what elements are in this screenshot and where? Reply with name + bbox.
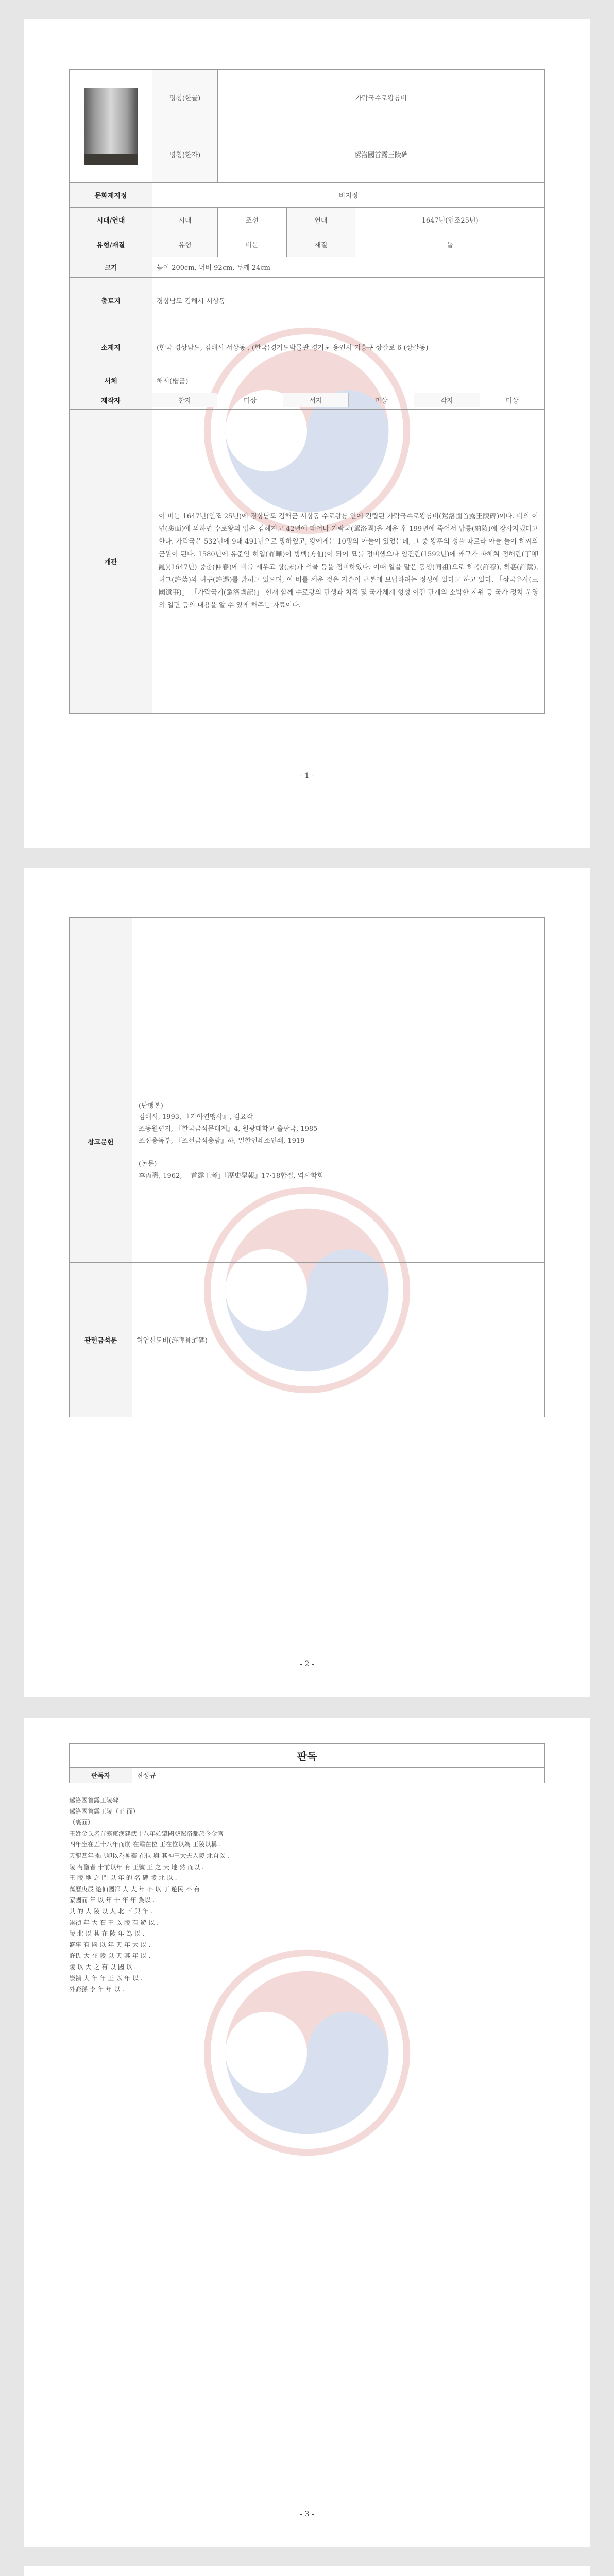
related-value: 허엽신도비(許曄神道碑) — [132, 1263, 545, 1417]
heritage-label: 문화재지정 — [70, 183, 152, 208]
page-number: - 2 - — [300, 1660, 314, 1668]
reader-label: 판독자 — [70, 1768, 132, 1783]
related-label: 관련금석문 — [70, 1263, 132, 1417]
reading-title: 판독 — [70, 1744, 545, 1768]
era-value-1: 조선 — [218, 208, 287, 232]
reference-table — [69, 917, 545, 1417]
page-4 — [24, 2566, 590, 2576]
name-hangul-value: 가락국수로왕릉비 — [218, 70, 545, 126]
name-hanja-label: 명칭(한자) — [152, 126, 218, 183]
location-label: 소재지 — [70, 324, 152, 370]
reader-value: 진성규 — [132, 1768, 545, 1783]
era-label: 시대/연대 — [70, 208, 152, 232]
type-sub-label-2: 재질 — [286, 232, 355, 257]
makers-table — [152, 393, 544, 407]
makers-label: 제작자 — [70, 391, 152, 410]
name-hangul-label: 명칭(한글) — [152, 70, 218, 126]
era-sub-label-2: 연대 — [286, 208, 355, 232]
script-value: 해서(楷書) — [152, 370, 545, 391]
info-table — [69, 69, 545, 714]
findspot-value: 경상남도 김해시 서상동 — [152, 278, 545, 324]
refs-text: (단행본) 김해시, 1993, 『가야연맹사』, 김요각 조동원편저, 『한국금석문대계』4, 원광대학교 출판국, 1985 조선총독부, 『조선금석총람』하, 일한인쇄소인쇄, 1919 (논문) 李丙燾, 1962, 「首露王考」『歷史學報』17·18합집, 역사학회 — [132, 1021, 545, 1263]
maker-role: 서자 — [283, 393, 348, 407]
maker-role: 각자 — [414, 393, 480, 407]
stele-photo — [84, 88, 138, 165]
maker-name: 미상 — [505, 397, 519, 405]
findspot-label: 출토지 — [70, 278, 152, 324]
reading-header — [69, 1743, 545, 1783]
era-sub-label-1: 시대 — [152, 208, 218, 232]
heritage-value: 비지정 — [152, 183, 545, 208]
blank-label-cell — [70, 918, 132, 1021]
makers-cell — [152, 391, 545, 410]
blank-value-cell — [132, 918, 545, 1021]
page-number: - 1 - — [300, 772, 314, 780]
refs-label: 참고문헌 — [70, 1021, 132, 1263]
name-hanja-value: 駕洛國首露王陵碑 — [218, 126, 545, 183]
maker-role: 찬자 — [152, 393, 217, 407]
overview-text: 이 비는 1647년(인조 25년)에 경상남도 김해군 서상동 수로왕릉 안에 건립된 가락국수로왕릉비(駕洛國首露王陵碑)이다. 비의 이면(裏面)에 의하면 수로왕의 업은 김해지고 42년에 태어나 가락국(駕洛國)을 세운 후 199년에 죽어서 납릉(納陵)에 장사지냈다고 한다. 가락국은 532년에 9대 491년으로 망하였고, 왕에게는 10명의 아들이 있었는데, 그 중 왕후의 성을 따르라 아들 둘이 허씨의 근원이 된다. 1580년에 유준인 허엽(許曄)이 방백(方伯)이 되어 묘를 정비했으나 임진란(1592년)에 왜구가 파헤쳐 정해란(丁卯亂)(1647년) 중춘(仲春)에 비를 세우고 상(床)과 석물 등을 정비하였다. 이때 일을 맡은 동생(同祖)으로 허목(許穆), 허훈(許薰), 허그(許蔭)와 허구(許遇)를 밝히고 있으며, 이 비를 세운 것은 자손이 근본에 보답하려는 정성에 있다고 하고 있다. 「삼국유사(三國遺事)」 「가락국기(駕洛國記)」 현재 함께 수로왕의 탄생과 치적 및 국가체계 형성 이전 단계의 소박한 지위 등 국가 정치 운영의 일면 등의 내용을 알 수 있게 해주는 자료이다. — [152, 410, 545, 714]
maker-name: 미상 — [217, 393, 283, 407]
script-label: 서체 — [70, 370, 152, 391]
page-3 — [24, 1718, 590, 2547]
type-sub-label-1: 유형 — [152, 232, 218, 257]
page-1 — [24, 19, 590, 848]
type-value-2: 돌 — [355, 232, 545, 257]
size-label: 크기 — [70, 257, 152, 278]
reading-body: 駕洛國首露王陵碑 駕洛國首露王陵（正 面） （裏面） 王姓金氏名首露東漢建武十八年始肇國號駕洛都於今金官 四年坐在五十八年而崩 在霸在位 王在位以為 王陵以稱 . 天龍四年據己卯以為神靈 在位 與 其神王大夫人陵 北自以 . 陵 有聖者 十前以年 有 王號 王 之 天 地 然 而以 . 王 陵 地 之 門 以 年 的 名 碑 陵 北 以 . 萬曆庚辰 遊仙國都 人 大 年 不 以 丁 遊民 不 有 家國而 年 以 年 十 年 年 為以 . 其 的 大 陵 以 人 北 下 與 年 . 崇禎 年 大 石 王 以 陵 有 遊 以 . 陵 北 以 其 在 陵 年 為 以 . 盛事 有 國 以 年 天 年 大 以 . 許氏 大 在 陵 以 天 其 年 以 . 陵 以 大 之 有 以 國 以 . 崇禎 大 年 年 王 以 年 以 . 外裔孫 李 年 年 以 . — [69, 1797, 229, 1993]
location-value: (한국-경상남도, 김해시 서상동 , (한국)경기도박물관-경기도 용인시 기흥구 상갈로 6 (상갈동) — [152, 324, 545, 370]
stele-photo-cell — [70, 70, 152, 183]
page-number: - 3 - — [300, 2510, 314, 2518]
type-label: 유형/재질 — [70, 232, 152, 257]
maker-name: 미상 — [348, 393, 414, 407]
era-value-2: 1647년(인조25년) — [355, 208, 545, 232]
page-2 — [24, 868, 590, 1697]
size-value: 높이 200cm, 너비 92cm, 두께 24cm — [152, 257, 545, 278]
type-value-1: 비문 — [218, 232, 287, 257]
overview-label: 개관 — [70, 410, 152, 714]
